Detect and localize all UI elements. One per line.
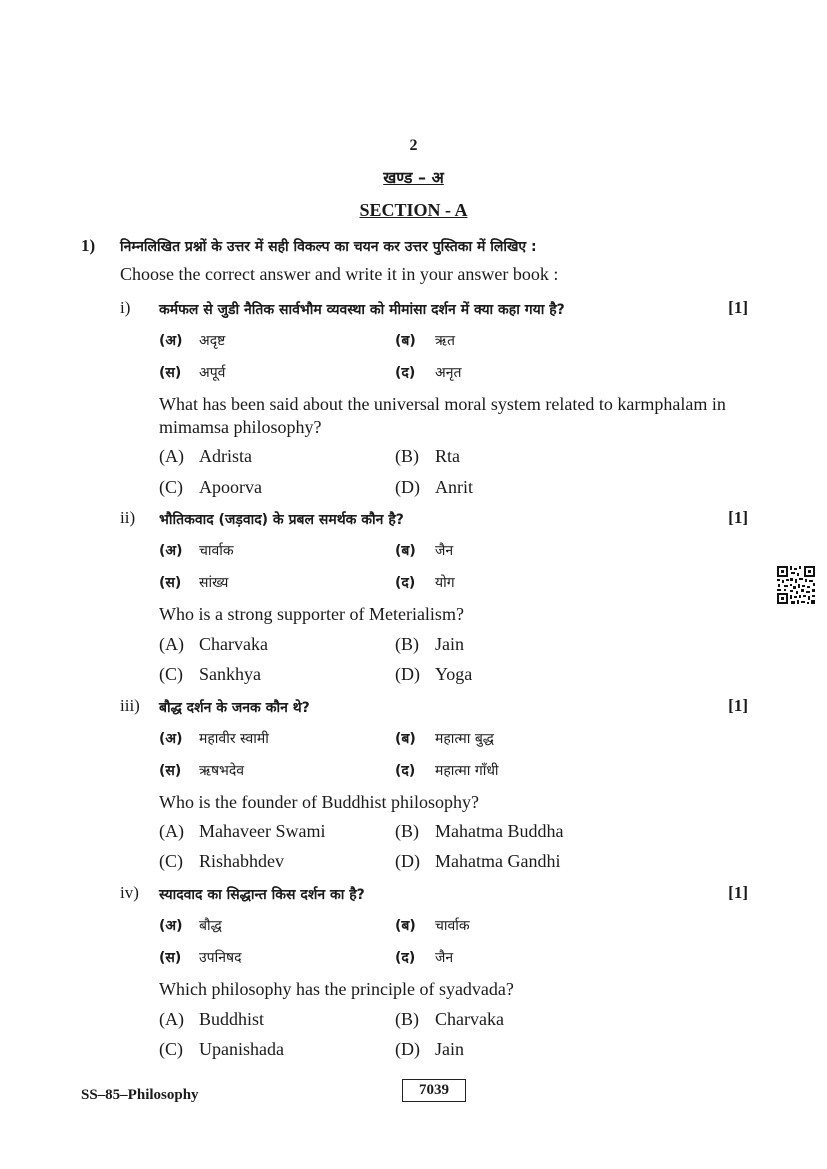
option-label: (अ) (159, 333, 183, 349)
english-option (159, 446, 252, 467)
option-label: (द) (395, 763, 416, 779)
english-option (395, 634, 464, 655)
option-text: अदृष्ट (199, 333, 226, 349)
option-text: अपूर्व (199, 365, 226, 381)
option-text: महावीर स्वामी (199, 731, 269, 747)
option-label: (ब) (395, 918, 416, 934)
option-label: (B) (395, 446, 419, 466)
hindi-option (395, 573, 455, 592)
option-text: जैन (435, 950, 454, 966)
option-label: (A) (159, 446, 184, 466)
option-text: महात्मा बुद्ध (435, 731, 494, 747)
option-label: (अ) (159, 918, 183, 934)
subquestion-hindi-text: स्यादवाद का सिद्धान्त किस दर्शन का है? (159, 887, 365, 903)
option-text: Mahaveer Swami (199, 821, 326, 841)
option-label: (D) (395, 1039, 420, 1059)
option-text: महात्मा गाँधी (435, 763, 499, 779)
subquestion-english-text: Who is the founder of Buddhist philosophy? (159, 792, 479, 812)
hindi-option (395, 363, 461, 382)
option-text: Charvaka (199, 634, 268, 654)
subquestion-number: iii) (120, 696, 140, 715)
option-label: (D) (395, 664, 420, 684)
subquestion-number: ii) (120, 508, 136, 527)
subquestion-hindi-text: बौद्ध दर्शन के जनक कौन थे? (159, 700, 310, 716)
english-option (159, 477, 262, 498)
option-label: (C) (159, 851, 183, 871)
option-text: योग (435, 575, 455, 591)
english-option (159, 664, 261, 685)
subquestion-english-text: Which philosophy has the principle of syadvada? (159, 979, 514, 999)
paper-code: SS–85–Philosophy (81, 1087, 199, 1103)
option-label: (अ) (159, 731, 183, 747)
option-text: Sankhya (199, 664, 261, 684)
option-text: ऋषभदेव (199, 763, 245, 779)
option-text: चार्वाक (199, 543, 234, 559)
option-text: Mahatma Buddha (435, 821, 564, 841)
option-text: Rta (435, 446, 460, 466)
option-label: (ब) (395, 543, 416, 559)
option-label: (द) (395, 365, 416, 381)
option-label: (ब) (395, 731, 416, 747)
marks-label: [1] (728, 298, 748, 317)
booklet-number: 7039 (402, 1079, 466, 1102)
question-number: 1) (81, 236, 96, 255)
hindi-option (395, 729, 494, 748)
english-option (159, 634, 268, 655)
hindi-option (159, 573, 228, 592)
section-title-english: SECTION - A (359, 200, 468, 220)
option-text: जैन (435, 543, 454, 559)
option-text: Mahatma Gandhi (435, 851, 561, 871)
option-label: (C) (159, 664, 183, 684)
english-option (159, 1009, 264, 1030)
option-text: अनृत (435, 365, 462, 381)
option-text: Apoorva (199, 477, 262, 497)
option-label: (द) (395, 575, 416, 591)
option-label: (A) (159, 634, 184, 654)
option-text: Rishabhdev (199, 851, 284, 871)
subquestion-hindi-text: भौतिकवाद (जड़वाद) के प्रबल समर्थक कौन है? (159, 512, 404, 528)
section-title-hindi: खण्ड – अ (383, 168, 444, 187)
hindi-option (159, 761, 244, 780)
question-instruction-hindi: निम्नलिखित प्रश्नों के उत्तर में सही विकल्प का चयन कर उत्तर पुस्तिका में लिखिए : (120, 239, 537, 255)
subquestion-english-text: Who is a strong supporter of Meterialism? (159, 604, 464, 624)
option-label: (स) (159, 575, 182, 591)
option-label: (C) (159, 477, 183, 497)
option-label: (स) (159, 365, 182, 381)
marks-label: [1] (728, 883, 748, 902)
option-text: Upanishada (199, 1039, 284, 1059)
english-option (395, 1009, 504, 1030)
hindi-option (159, 541, 234, 560)
option-text: Jain (435, 1039, 464, 1059)
hindi-option (159, 916, 222, 935)
page-number: 2 (409, 137, 418, 154)
option-label: (स) (159, 950, 182, 966)
english-option (159, 821, 325, 842)
option-label: (A) (159, 821, 184, 841)
option-label: (C) (159, 1039, 183, 1059)
subquestion-hindi-text: कर्मफल से जुडी नैतिक सार्वभौम व्यवस्था को मीमांसा दर्शन में क्या कहा गया है? (159, 302, 565, 318)
option-text: Adrista (199, 446, 252, 466)
option-label: (D) (395, 477, 420, 497)
option-text: उपनिषद (199, 950, 242, 966)
english-option (395, 446, 460, 467)
english-option (395, 821, 563, 842)
option-text: सांख्य (199, 575, 229, 591)
option-text: ऋत (435, 333, 455, 349)
english-option (395, 1039, 464, 1060)
hindi-option (395, 541, 453, 560)
option-label: (B) (395, 1009, 419, 1029)
option-label: (अ) (159, 543, 183, 559)
question-instruction-english: Choose the correct answer and write it in your answer book : (120, 264, 559, 284)
option-text: Anrit (435, 477, 473, 497)
option-label: (A) (159, 1009, 184, 1029)
english-option (159, 851, 284, 872)
subquestion-number: iv) (120, 883, 139, 902)
hindi-option (395, 761, 499, 780)
hindi-option (159, 363, 225, 382)
marks-label: [1] (728, 696, 748, 715)
english-option (159, 1039, 284, 1060)
option-label: (स) (159, 763, 182, 779)
qr-code-icon (776, 565, 816, 605)
option-label: (B) (395, 821, 419, 841)
hindi-option (395, 331, 455, 350)
hindi-option (159, 948, 242, 967)
option-label: (द) (395, 950, 416, 966)
subquestion-english-text: What has been said about the universal moral system related to karmphalam in mimamsa philosophy? (159, 394, 726, 437)
hindi-option (395, 916, 470, 935)
english-option (395, 477, 473, 498)
option-text: Jain (435, 634, 464, 654)
option-text: चार्वाक (435, 918, 470, 934)
hindi-option (159, 729, 269, 748)
english-option (395, 664, 472, 685)
option-text: Buddhist (199, 1009, 265, 1029)
hindi-option (159, 331, 225, 350)
option-label: (D) (395, 851, 420, 871)
option-label: (ब) (395, 333, 416, 349)
marks-label: [1] (728, 508, 748, 527)
hindi-option (395, 948, 453, 967)
option-label: (B) (395, 634, 419, 654)
option-text: Charvaka (435, 1009, 504, 1029)
option-text: बौद्ध (199, 918, 222, 934)
subquestion-number: i) (120, 298, 131, 317)
english-option (395, 851, 560, 872)
option-text: Yoga (435, 664, 473, 684)
